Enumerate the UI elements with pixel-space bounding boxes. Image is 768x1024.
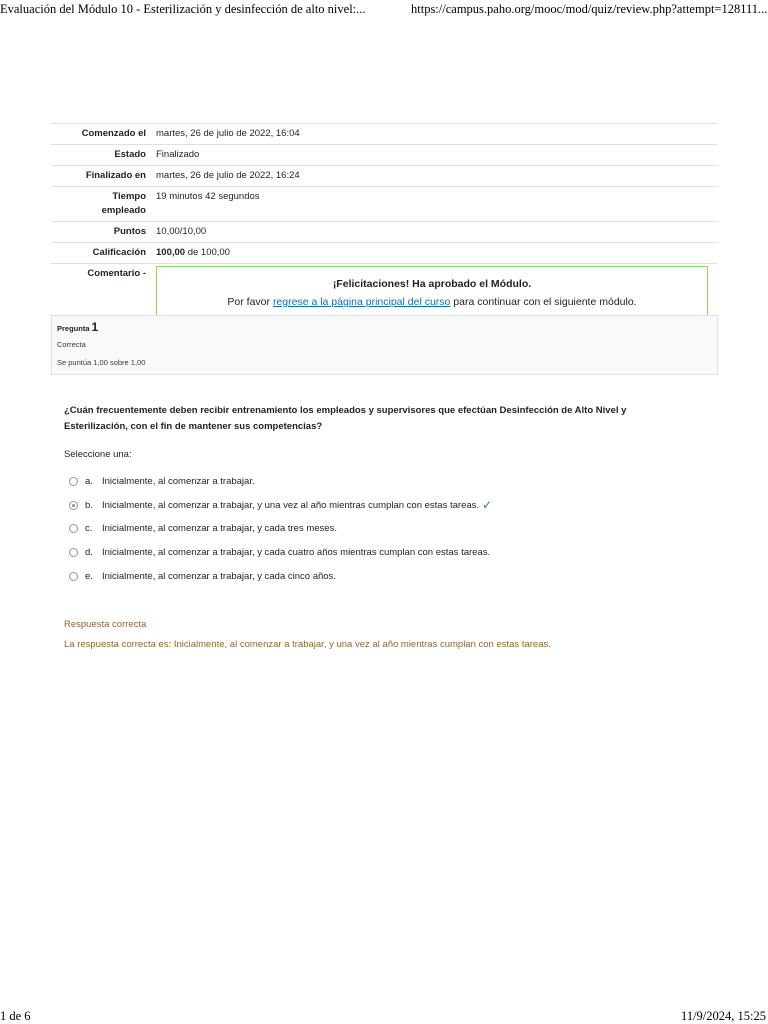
option-letter: b.	[85, 499, 93, 511]
outcome-status: Respuesta correcta	[64, 619, 147, 630]
option-letter: c.	[85, 523, 93, 535]
option-text: Inicialmente, al comenzar a trabajar, y cada cinco años.	[102, 570, 336, 582]
summary-label-line: empleado	[101, 205, 146, 216]
question-number-label: Pregunta	[57, 324, 90, 333]
question-number-value: 1	[91, 320, 99, 334]
summary-row-marks	[51, 221, 718, 242]
check-icon: ✓	[482, 498, 493, 513]
answer-option-b[interactable]	[69, 494, 669, 518]
summary-value: martes, 26 de julio de 2022, 16:04	[156, 128, 300, 139]
summary-label: Calificación	[92, 247, 146, 258]
question-outcome	[64, 618, 684, 652]
attempt-summary-table	[51, 123, 718, 328]
summary-row-time	[51, 186, 718, 221]
option-text: Inicialmente, al comenzar a trabajar, y una vez al año mientras cumplan con estas tareas.	[102, 499, 480, 511]
answer-options	[69, 470, 669, 588]
answer-option-e[interactable]	[69, 564, 669, 588]
summary-row-grade	[51, 242, 718, 263]
summary-label: Comentario -	[87, 268, 146, 279]
summary-label-line: Tiempo	[112, 191, 146, 202]
feedback-before-link: Por favor	[227, 296, 273, 308]
radio-button[interactable]	[69, 524, 78, 533]
question-number	[57, 320, 712, 334]
option-letter: e.	[85, 570, 93, 582]
right-answer: La respuesta correcta es: Inicialmente, al comenzar a trabajar, y una vez al año mientras cumplan con estas tareas.	[64, 639, 551, 650]
radio-button-selected[interactable]	[69, 501, 78, 510]
summary-label: Estado	[114, 149, 146, 160]
option-text: Inicialmente, al comenzar a trabajar, y cada tres meses.	[102, 523, 337, 535]
question-grade: Se puntúa 1,00 sobre 1,00	[57, 358, 146, 367]
summary-label	[51, 187, 151, 221]
print-page-count: 1 de 6	[0, 1009, 31, 1023]
answer-option-a[interactable]	[69, 470, 669, 494]
option-text: Inicialmente, al comenzar a trabajar.	[102, 476, 255, 488]
radio-button[interactable]	[69, 477, 78, 486]
answer-option-c[interactable]	[69, 517, 669, 541]
option-letter: d.	[85, 547, 93, 559]
summary-label: Finalizado en	[85, 170, 146, 181]
summary-label: Comenzado el	[81, 128, 146, 139]
print-footer	[0, 1009, 768, 1024]
answer-prompt: Seleccione una:	[64, 449, 132, 460]
summary-row-state	[51, 144, 718, 165]
summary-row-finished	[51, 165, 718, 186]
summary-value: Finalizado	[156, 149, 200, 160]
question-state: Correcta	[57, 340, 86, 349]
option-text: Inicialmente, al comenzar a trabajar, y cada cuatro años mientras cumplan con estas tareas.	[102, 547, 491, 559]
feedback-after-link: para continuar con el siguiente módulo.	[450, 296, 637, 308]
question-info-box	[51, 315, 718, 375]
print-datetime: 11/9/2024, 15:25	[681, 1009, 766, 1023]
grade-strong: 100,00	[156, 247, 186, 258]
print-header	[0, 2, 768, 20]
course-home-link[interactable]: regrese a la página principal del curso	[272, 296, 451, 308]
print-page-title: Evaluación del Módulo 10 - Esterilización y desinfección de alto nivel:...	[0, 2, 366, 16]
summary-value: 19 minutos 42 segundos	[156, 191, 260, 202]
summary-value	[151, 243, 718, 263]
answer-option-d[interactable]	[69, 541, 669, 565]
question-text: ¿Cuán frecuentemente deben recibir entrenamiento los empleados y supervisores que efectúan Desinfección de Alto Nivel y Esterilización, con el fin de mantener sus competencias?	[64, 405, 627, 432]
summary-label: Puntos	[113, 226, 146, 237]
feedback-message	[157, 294, 707, 310]
radio-button[interactable]	[69, 572, 78, 581]
summary-row-started	[51, 123, 718, 144]
summary-value: 10,00/10,00	[156, 226, 207, 237]
summary-value: martes, 26 de julio de 2022, 16:24	[156, 170, 300, 181]
option-letter: a.	[85, 476, 93, 488]
print-page-url: https://campus.paho.org/mooc/mod/quiz/review.php?attempt=128111...	[411, 2, 768, 16]
grade-rest: de 100,00	[185, 247, 230, 258]
radio-button[interactable]	[69, 548, 78, 557]
feedback-congrats: ¡Felicitaciones! Ha aprobado el Módulo.	[332, 278, 532, 290]
